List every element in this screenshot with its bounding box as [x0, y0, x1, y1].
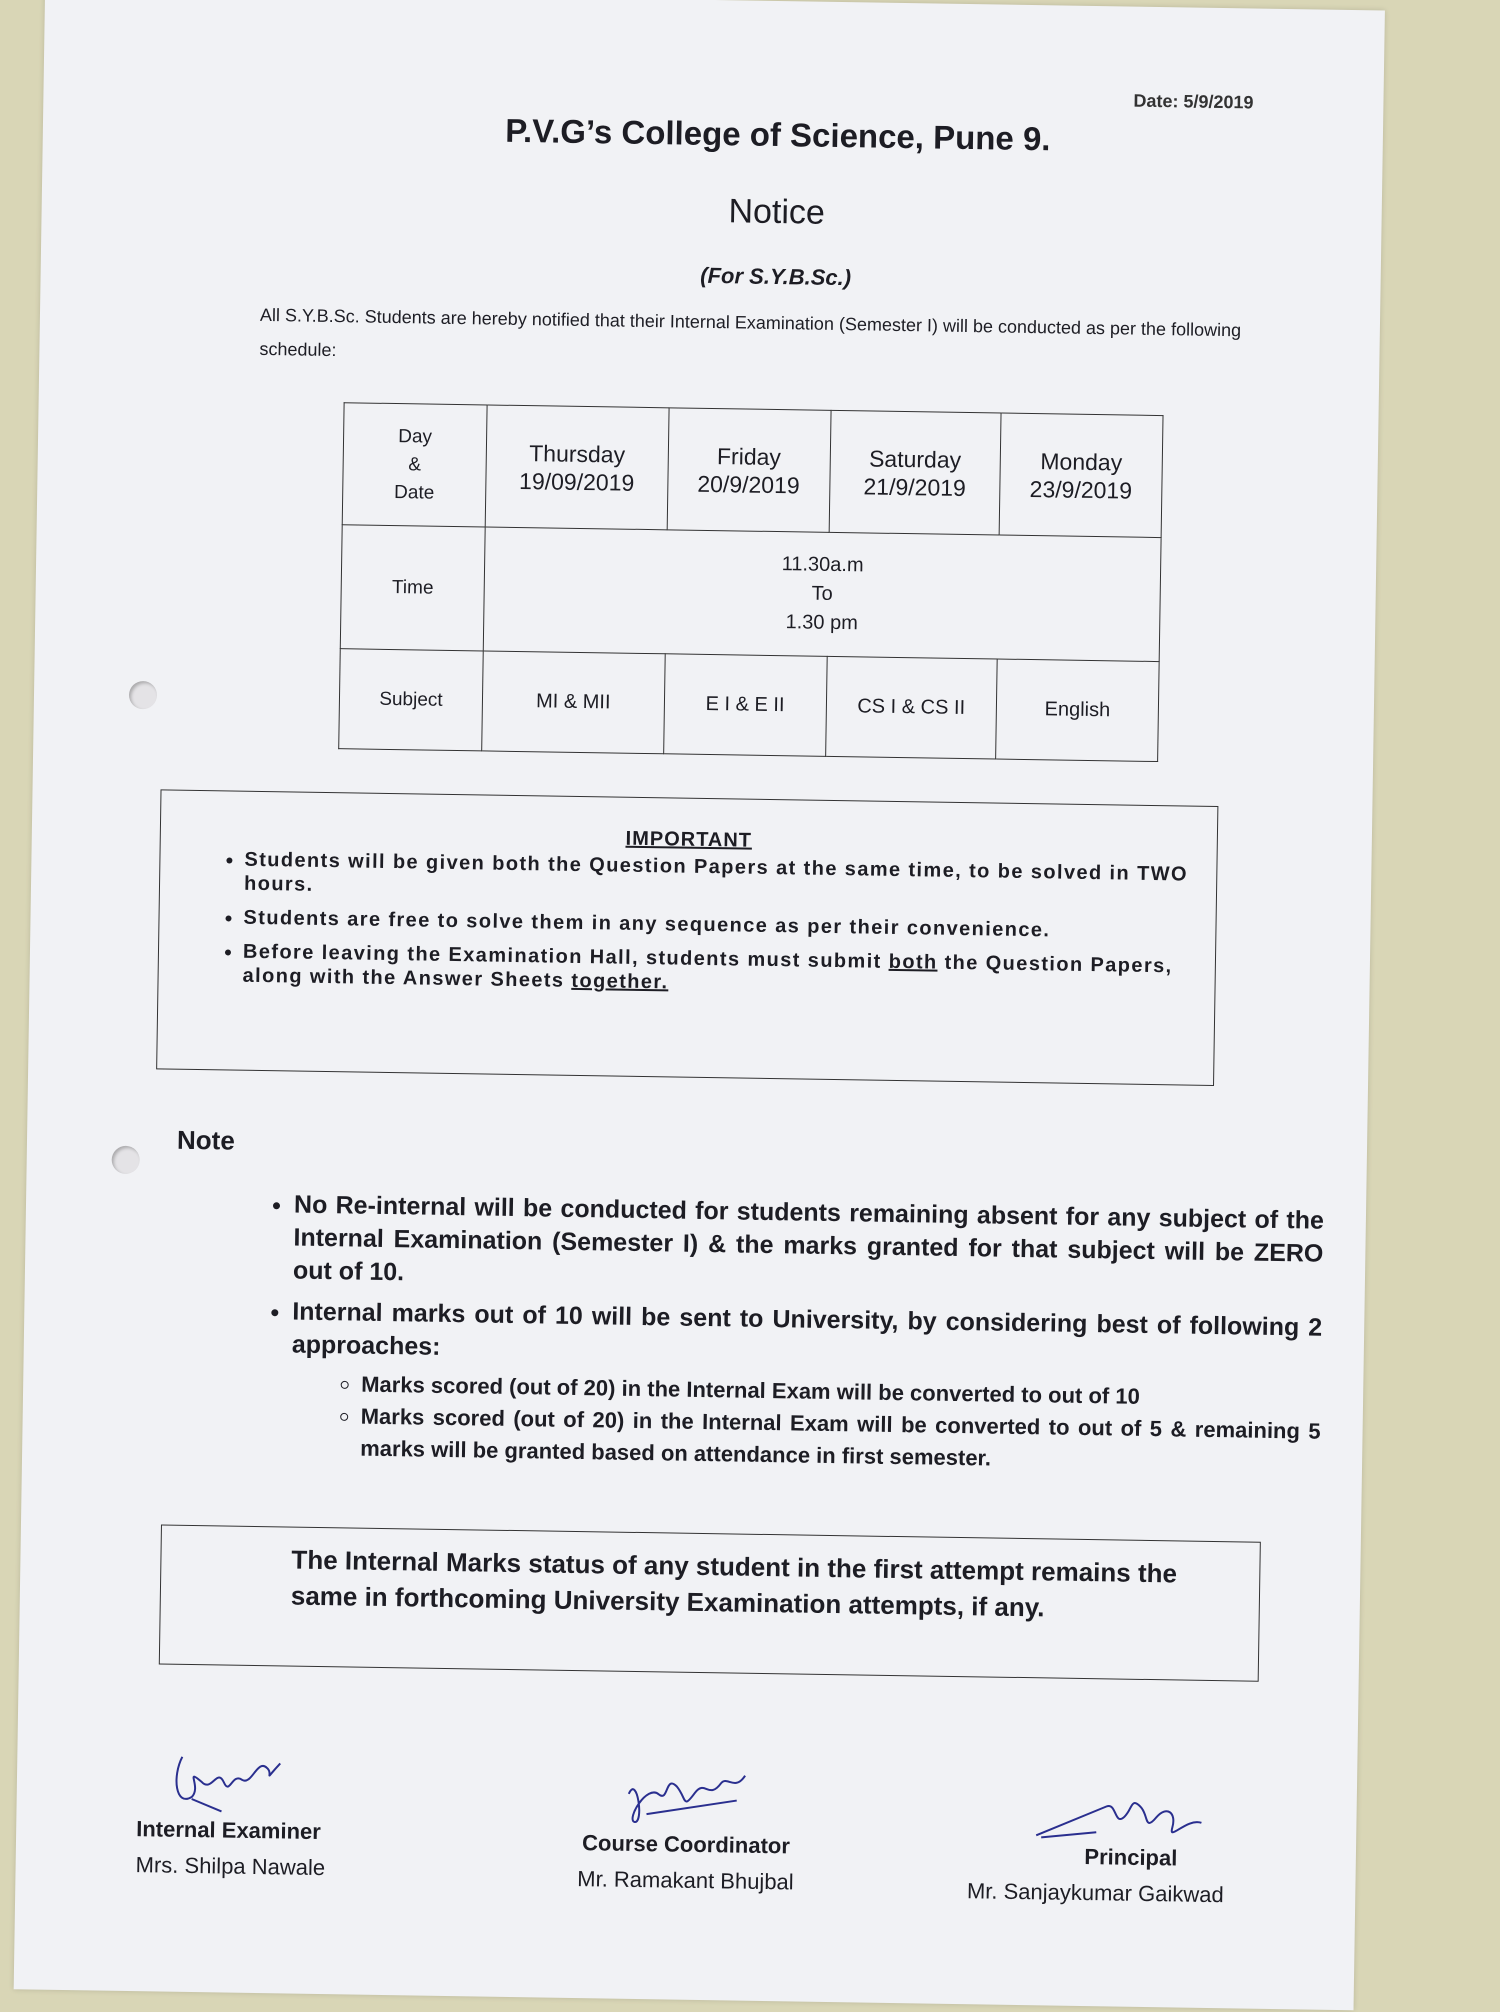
list-item: • Students will be given both the Question Papers at the same time, to be solved in TWO hours.	[244, 848, 1205, 911]
list-item: • Before leaving the Examination Hall, students must submit both the Question Papers, along with the Answer Sheets together.	[242, 940, 1203, 1003]
exam-schedule-table	[338, 402, 1163, 762]
intro-paragraph: All S.Y.B.Sc. Students are hereby notified that their Internal Examination (Semester I) will be conducted as per the following schedule:	[259, 304, 1242, 361]
punch-hole	[111, 1146, 139, 1174]
day-cell: Friday 20/9/2019	[667, 408, 831, 533]
time-label: Time	[340, 525, 485, 651]
audience-subtitle: (For S.Y.B.Sc.)	[700, 262, 852, 291]
time-cell: 11.30a.m To 1.30 pm	[483, 527, 1161, 662]
subject-label: Subject	[339, 649, 484, 751]
notice-paper	[14, 0, 1385, 2010]
punch-hole	[129, 681, 157, 709]
subject-cell: MI & MII	[482, 651, 665, 754]
approach-list	[290, 1368, 1321, 1480]
note-list	[262, 1188, 1324, 1488]
list-item: ◦ Marks scored (out of 20) in the Internal Exam will be converted to out of 5 & remaining 5 marks will be granted based on attendance in first semester.	[360, 1401, 1321, 1480]
note-label: Note	[176, 1124, 236, 1156]
day-cell: Saturday 21/9/2019	[829, 410, 1001, 535]
day-cell: Thursday 19/09/2019	[485, 405, 669, 530]
college-name: P.V.G’s College of Science, Pune 9.	[504, 111, 1051, 158]
page-title: Notice	[728, 192, 826, 232]
final-statement: The Internal Marks status of any student in the first attempt remains the same in forthcoming University Examination attempts, if any.	[290, 1544, 1178, 1623]
table-row	[340, 525, 1161, 662]
important-title: IMPORTANT	[625, 827, 753, 852]
signatory-internal-examiner: Internal Examiner Mrs. Shilpa Nawale	[135, 1816, 326, 1881]
day-date-header: Day & Date	[342, 403, 487, 527]
list-item: • Internal marks out of 10 will be sent to University, by considering best of following 2 approaches: ◦ Marks scored (out of 20) in the Internal Exam will be converted to out of 10 ◦ Marks scored (out of 20) in the Internal Exam will be converted to out of 5 & remaining 5 marks will be granted based on attendance in first semester.	[290, 1296, 1323, 1480]
subject-cell: English	[996, 659, 1160, 762]
table-row	[342, 403, 1163, 538]
final-statement-box	[159, 1524, 1261, 1681]
subject-cell: CS I & CS II	[825, 656, 997, 759]
subject-cell: E I & E II	[663, 654, 827, 757]
notice-date: Date: 5/9/2019	[1133, 90, 1254, 113]
signature-course-coordinator	[616, 1754, 757, 1831]
list-item: • No Re-internal will be conducted for students remaining absent for any subject of the Internal Examination (Semester I) & the marks granted for that subject will be ZERO out of 10.	[293, 1189, 1324, 1304]
signatory-course-coordinator: Course Coordinator Mr. Ramakant Bhujbal	[577, 1830, 794, 1895]
list-item: ◦ Marks scored (out of 20) in the Internal Exam will be converted to out of 10	[361, 1369, 1321, 1416]
table-row	[339, 649, 1159, 762]
day-cell: Monday 23/9/2019	[999, 413, 1163, 538]
important-box	[156, 789, 1218, 1086]
list-item: • Students are free to solve them in any sequence as per their convenience.	[243, 906, 1203, 945]
signatory-principal: Principal Mr. Sanjaykumar Gaikwad	[966, 1844, 1224, 1908]
important-list	[218, 847, 1204, 1012]
signature-internal-examiner	[161, 1737, 292, 1819]
